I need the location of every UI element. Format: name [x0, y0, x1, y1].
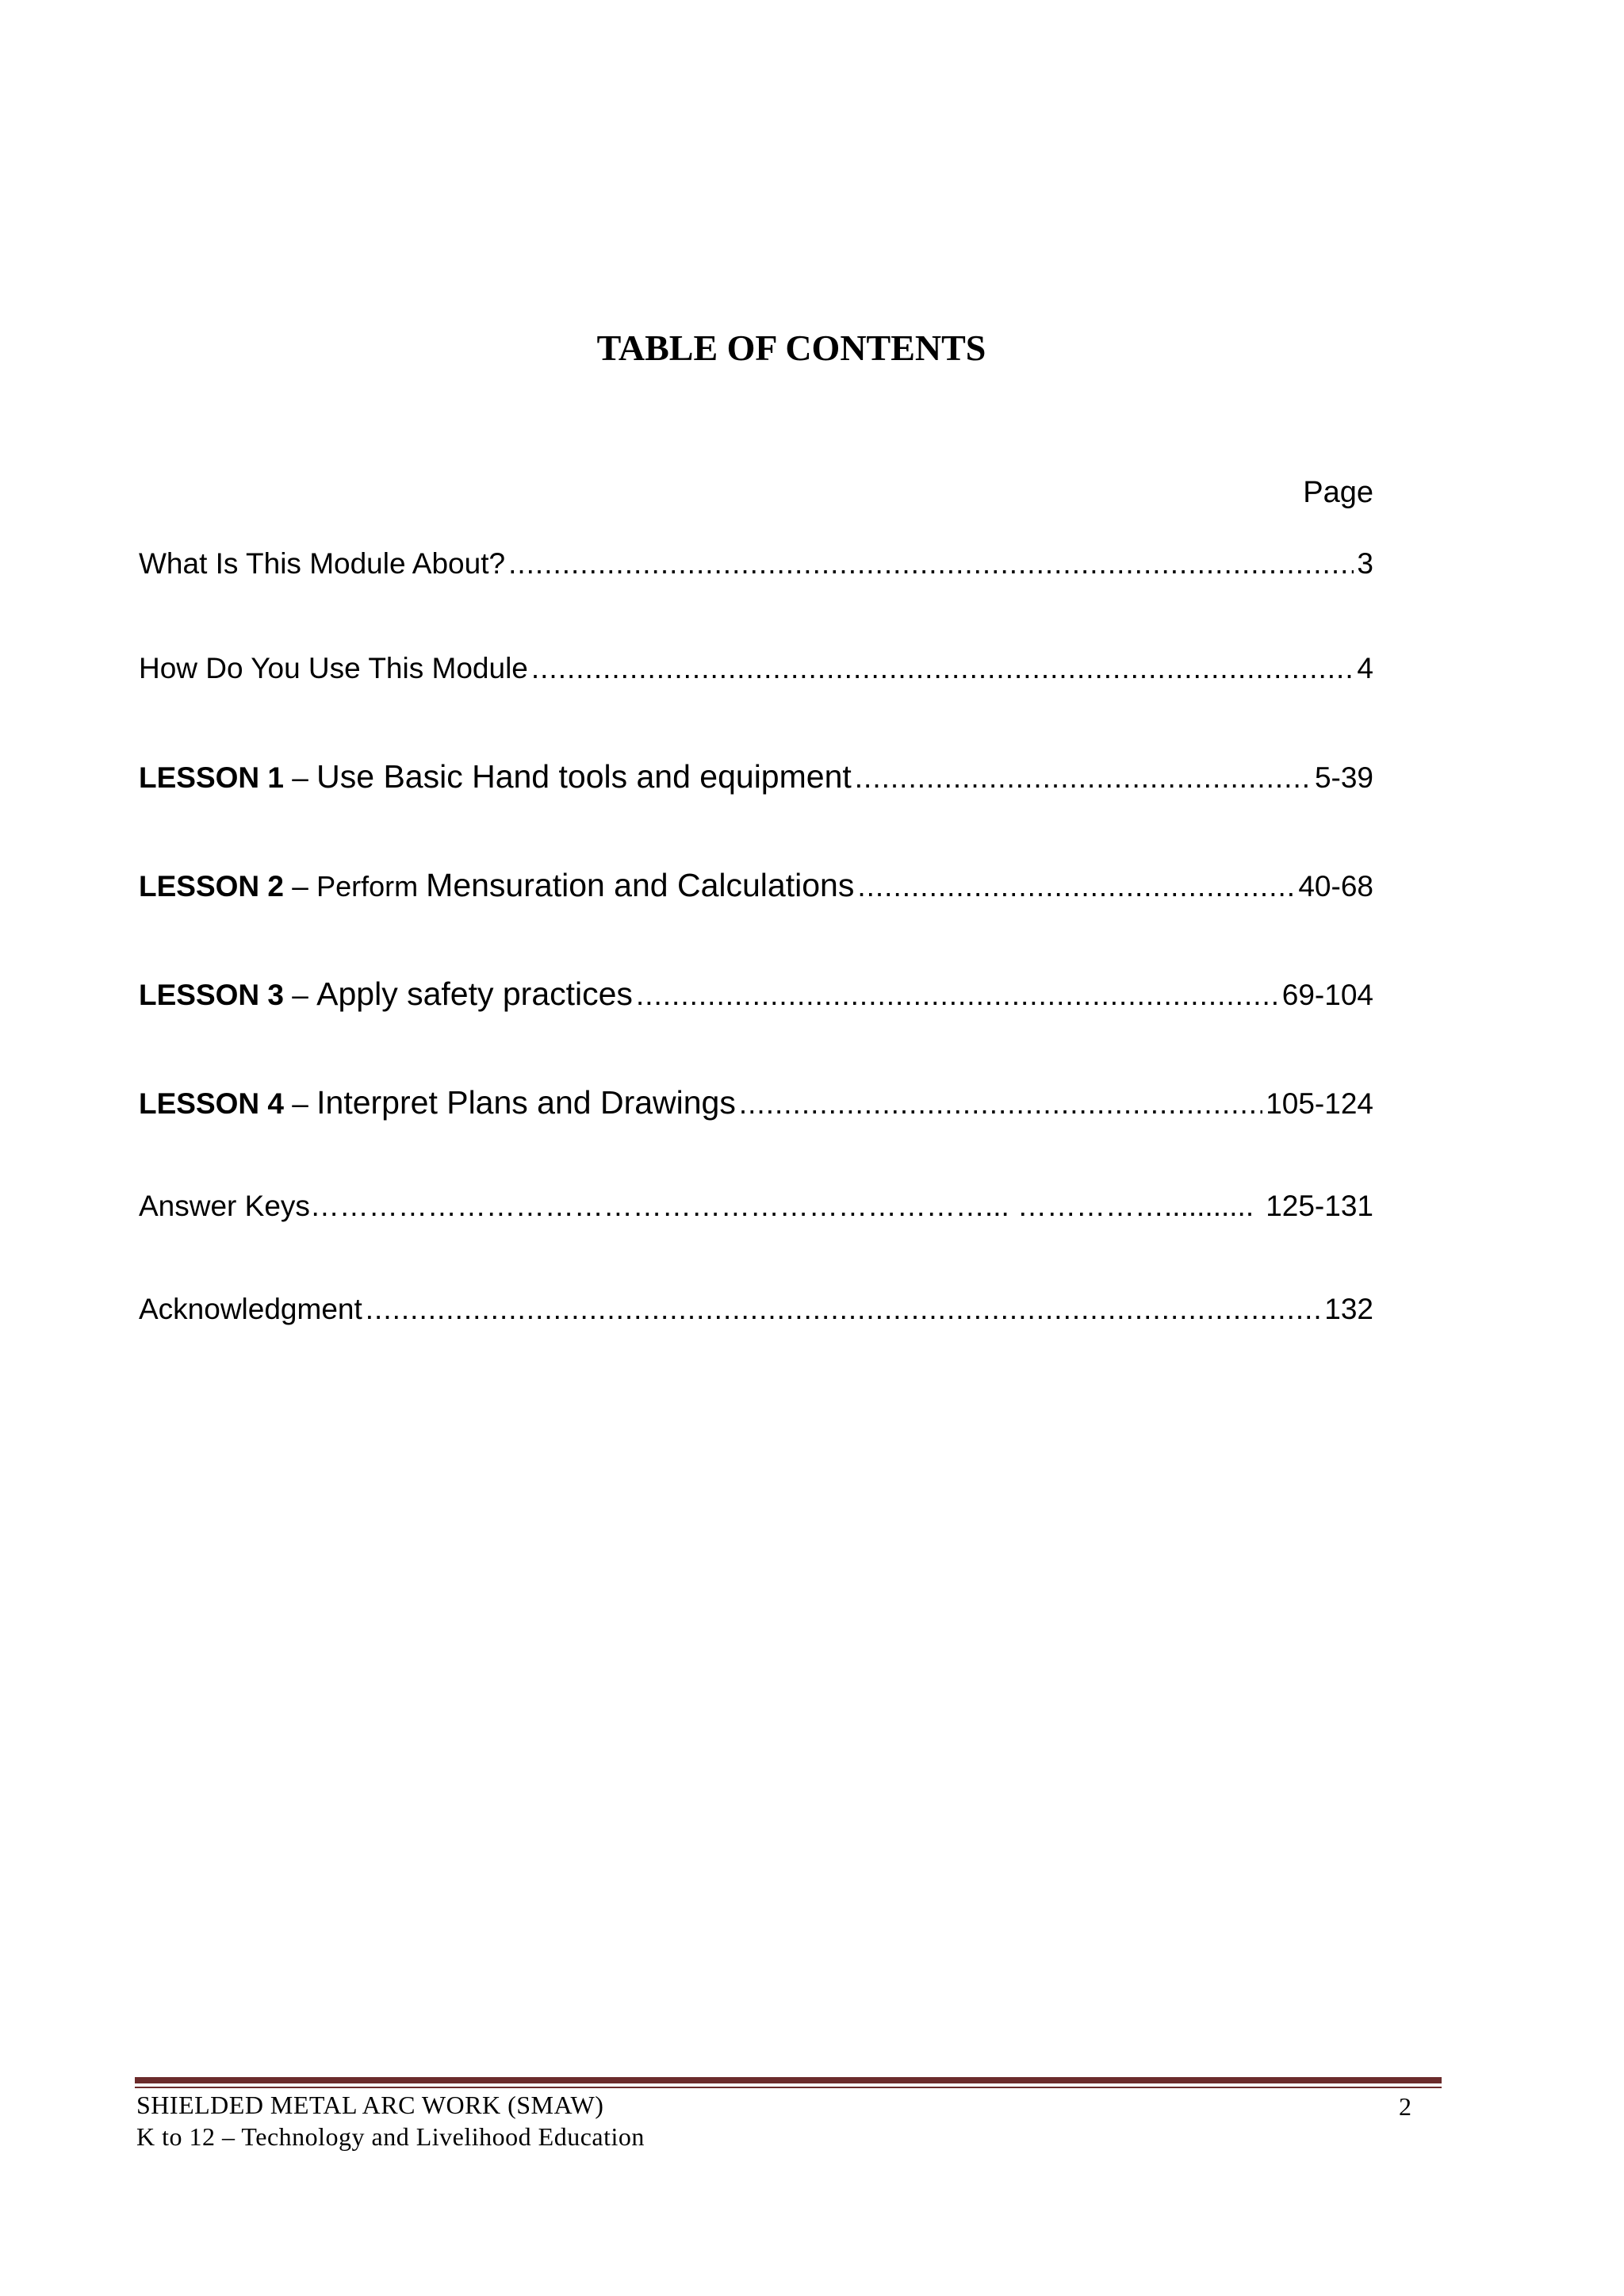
dot-leader: [636, 979, 1279, 1012]
toc-entry-pages: 69-104: [1281, 979, 1373, 1011]
lesson-dash: –: [284, 761, 317, 794]
toc-entry-answer-keys[interactable]: [139, 1190, 1373, 1223]
footer-course-title: SHIELDED METAL ARC WORK (SMAW): [136, 2091, 604, 2119]
toc-entry-lesson-1[interactable]: [139, 758, 1373, 795]
dot-leader: [857, 870, 1295, 903]
page-column-label: Page: [1303, 476, 1373, 509]
lesson-tag: LESSON 1: [139, 761, 284, 794]
lesson-title-prefix: Perform: [316, 870, 427, 903]
toc-entry[interactable]: [139, 547, 1373, 581]
toc-entry-lesson-4[interactable]: [139, 1084, 1373, 1121]
lesson-tag: LESSON 2: [139, 870, 284, 903]
dot-leader: [855, 761, 1312, 795]
dot-leader: [366, 1293, 1322, 1326]
lesson-title: Mensuration and Calculations: [426, 867, 855, 903]
toc-entry-label: [139, 976, 633, 1013]
lesson-tag: LESSON 3: [139, 979, 284, 1011]
lesson-title: Apply safety practices: [316, 976, 633, 1012]
document-title: TABLE OF CONTENTS: [596, 328, 986, 368]
lesson-dash: –: [284, 1087, 317, 1120]
footer-program: K to 12 – Technology and Livelihood Education: [136, 2122, 645, 2151]
toc-entry-pages: 125-131: [1266, 1190, 1373, 1222]
footer-rule-thin: [135, 2087, 1442, 2088]
lesson-dash: –: [284, 979, 317, 1011]
footer-page-number: 2: [1399, 2092, 1411, 2121]
toc-entry-label: [139, 758, 852, 795]
toc-entry[interactable]: [139, 652, 1373, 685]
toc-entry-lesson-3[interactable]: [139, 976, 1373, 1013]
dot-leader: [508, 547, 1354, 581]
toc-entry-label: Answer Keys……………………………………………………………... ……………...........: [139, 1190, 1254, 1222]
toc-entry-label: How Do You Use This Module: [139, 652, 528, 684]
toc-entry-pages: 132: [1324, 1293, 1373, 1325]
lesson-tag: LESSON 4: [139, 1087, 284, 1120]
toc-entry-label: What Is This Module About?: [139, 547, 506, 580]
toc-entry-pages: 3: [1357, 547, 1373, 580]
lesson-title: Use Basic Hand tools and equipment: [316, 758, 852, 795]
toc-entry-pages: 105-124: [1266, 1087, 1373, 1120]
toc-entry[interactable]: [139, 1293, 1373, 1326]
toc-entry-label: Acknowledgment: [139, 1293, 362, 1325]
toc-entry-label: [139, 1084, 736, 1121]
toc-entry-label: [139, 867, 854, 904]
toc-entry-lesson-2[interactable]: [139, 867, 1373, 904]
dot-leader: [531, 652, 1354, 685]
footer-rule: [135, 2077, 1442, 2083]
dot-leader: [739, 1087, 1262, 1121]
toc-entry-pages: 40-68: [1298, 870, 1373, 903]
toc-entry-pages: 5-39: [1314, 761, 1373, 794]
lesson-dash: –: [284, 870, 317, 903]
toc-entry-pages: 4: [1357, 652, 1373, 684]
lesson-title: Interpret Plans and Drawings: [316, 1084, 736, 1121]
